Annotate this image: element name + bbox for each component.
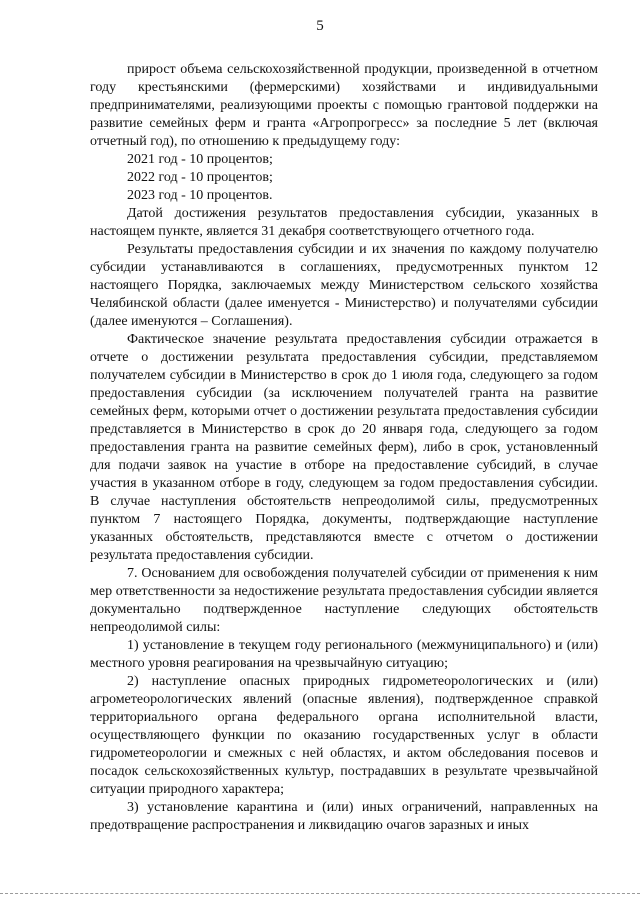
document-body [90, 61, 598, 835]
paragraph-year-2023: 2023 год - 10 процентов. [127, 188, 273, 203]
paragraph-item-2: 2) наступление опасных природных гидрометеорологических и (или) агрометеорологических явлений (опасные явления), подтвержденное справкой территориального органа федерального органа исполнительной власти, осуществляющего функции по оказанию государственных услуг в области гидрометеорологии и смежных с ней областях, и актом обследования посевов и посадок сельскохозяйственных культур, пострадавших в результате чрезвычайной ситуации природного характера; [90, 674, 598, 797]
page-number: 5 [316, 18, 324, 34]
paragraph-growth-indicator: прирост объема сельскохозяйственной продукции, произведенной в отчетном году крестьянскими (фермерскими) хозяйствами и индивидуальными предпринимателями, реализующими проекты с помощью грантовой поддержки на развитие семейных ферм и гранта «Агропрогресс» за последние 5 лет (включая отчетный год), по отношению к предыдущему году: [90, 62, 598, 149]
paragraph-item-1: 1) установление в текущем году регионального (межмуниципального) и (или) местного уровня реагирования на чрезвычайную ситуацию; [90, 638, 598, 671]
paragraph-year-2022: 2022 год - 10 процентов; [127, 170, 273, 185]
paragraph-actual-value-report: Фактическое значение результата предоставления субсидии отражается в отчете о достижении результата предоставления субсидии, представляемом получателем субсидии в Министерство в срок до 1 июля года, следующего за годом предоставления субсидии (за исключением получателей гранта на развитие семейных ферм, которыми отчет о достижении результата предоставления субсидии представляется в Министерство в срок до 20 января года, следующего за годом предоставления гранта на развитие семейных ферм), либо в срок, установленный для подачи заявок на участие в отборе на предоставление субсидий, в случае участия в указанном отборе в году, следующем за годом предоставления субсидии. В случае наступления обстоятельств непреодолимой силы, предусмотренных пунктом 7 настоящего Порядка, документы, подтверждающие наступление указанных обстоятельств, представляются вместе с отчетом о достижении результата предоставления субсидии. [90, 332, 598, 563]
paragraph-year-2021: 2021 год - 10 процентов; [127, 152, 273, 167]
paragraph-achievement-date: Датой достижения результатов предоставления субсидии, указанных в настоящем пункте, является 31 декабря соответствующего отчетного года. [90, 206, 598, 239]
paragraph-item-3: 3) установление карантина и (или) иных ограничений, направленных на предотвращение распространения и ликвидацию очагов заразных и иных [90, 800, 598, 833]
paragraph-section-7: 7. Основанием для освобождения получателей субсидии от применения к ним мер ответственности за недостижение результата предоставления субсидии является документально подтвержденное наступление следующих обстоятельств непреодолимой силы: [90, 566, 598, 635]
paragraph-results-agreements: Результаты предоставления субсидии и их значения по каждому получателю субсидии устанавливаются в соглашениях, предусмотренных пунктом 12 настоящего Порядка, заключаемых между Министерством сельского хозяйства Челябинской области (далее именуется - Министерство) и получателями субсидии (далее именуются – Соглашения). [90, 242, 598, 329]
scan-edge-divider [0, 893, 640, 894]
